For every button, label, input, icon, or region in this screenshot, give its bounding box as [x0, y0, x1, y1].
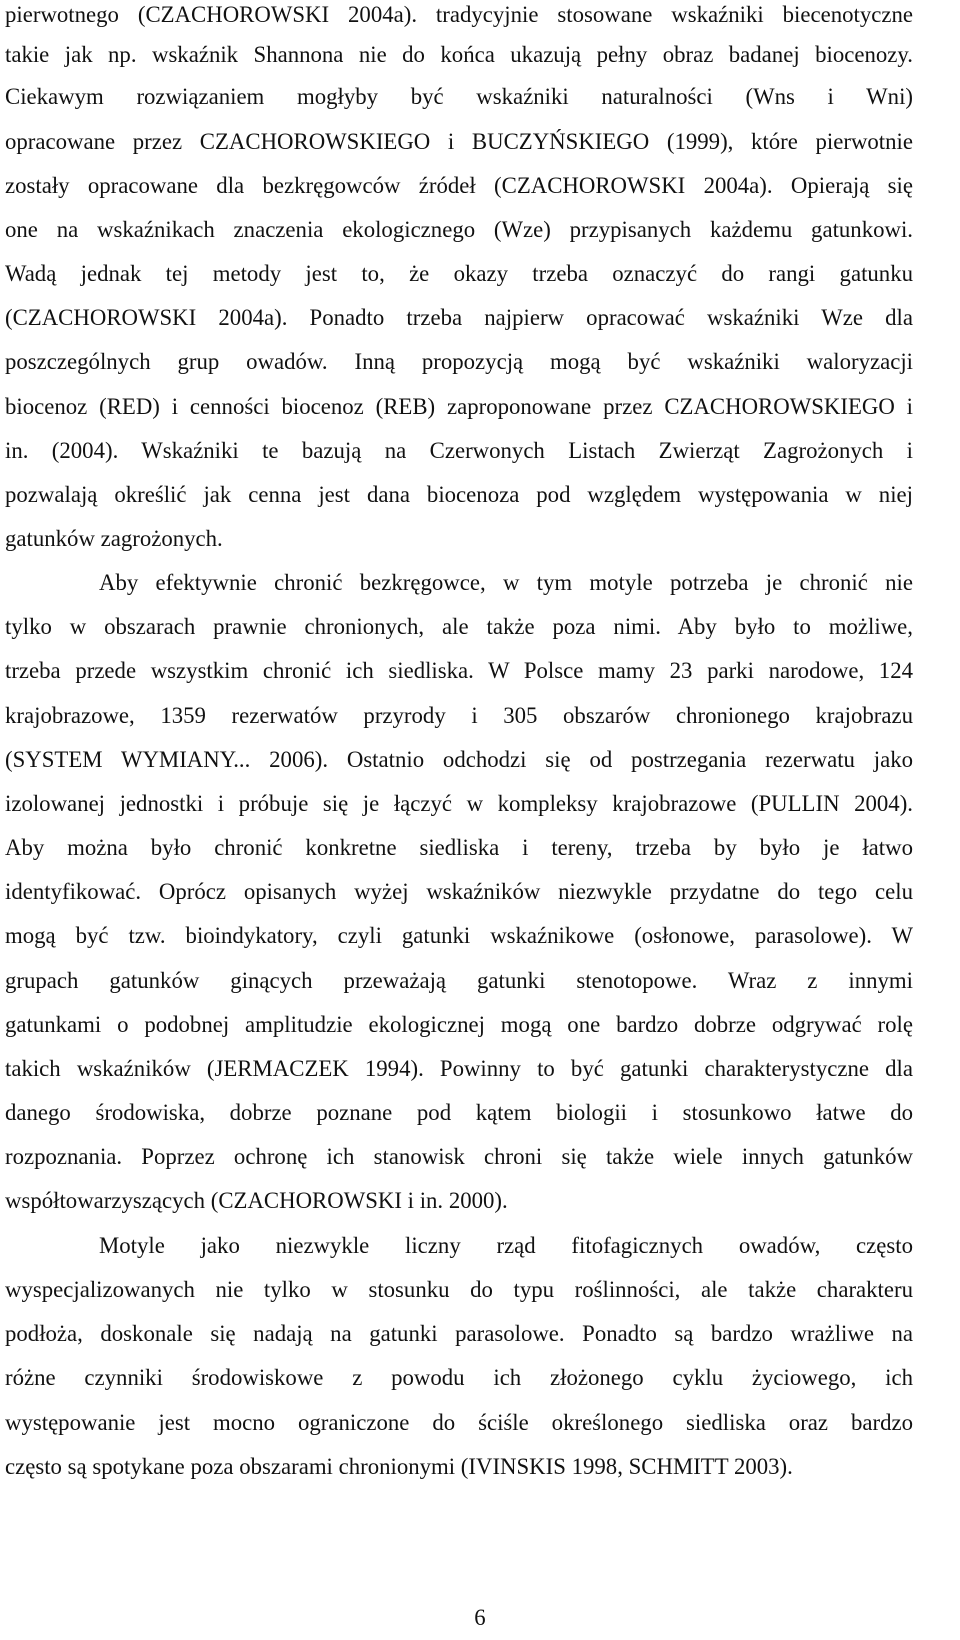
text-line: wyspecjalizowanych nie tylko w stosunku do typu roślinności, ale także charakteru	[5, 1277, 913, 1302]
text-line: trzeba przede wszystkim chronić ich siedliska. W Polsce mamy 23 parki narodowe, 124	[5, 658, 913, 683]
text-line: biocenoz (RED) i cenności biocenoz (REB) zaproponowane przez CZACHOROWSKIEGO i	[5, 394, 913, 419]
text-line: występowanie jest mocno ograniczone do ściśle określonego siedliska oraz bardzo	[5, 1410, 913, 1435]
text-line: różne czynniki środowiskowe z powodu ich złożonego cyklu życiowego, ich	[5, 1365, 913, 1390]
text-line: izolowanej jednostki i próbuje się je łączyć w kompleksy krajobrazowe (PULLIN 2004).	[5, 791, 913, 816]
text-line: one na wskaźnikach znaczenia ekologicznego (Wze) przypisanych każdemu gatunkowi.	[5, 217, 913, 242]
text-line: Motyle jako niezwykle liczny rząd fitofagicznych owadów, często	[99, 1233, 913, 1258]
text-line: grupach gatunków ginących przeważają gatunki stenotopowe. Wraz z innymi	[5, 968, 913, 993]
text-line: takich wskaźników (JERMACZEK 1994). Powinny to być gatunki charakterystyczne dla	[5, 1056, 913, 1081]
page-number: 6	[474, 1605, 486, 1630]
text-line: podłoża, doskonale się nadają na gatunki parasolowe. Ponadto są bardzo wrażliwe na	[5, 1321, 913, 1346]
text-line: Wadą jednak tej metody jest to, że okazy trzeba oznaczyć do rangi gatunku	[5, 261, 913, 286]
text-line: Aby efektywnie chronić bezkręgowce, w tym motyle potrzeba je chronić nie	[99, 570, 913, 595]
text-line: (CZACHOROWSKI 2004a). Ponadto trzeba najpierw opracować wskaźniki Wze dla	[5, 305, 913, 330]
text-line: mogą być tzw. bioindykatory, czyli gatunki wskaźnikowe (osłonowe, parasolowe). W	[5, 923, 913, 948]
text-line: gatunków zagrożonych.	[5, 526, 223, 551]
text-line: danego środowiska, dobrze poznane pod kątem biologii i stosunkowo łatwe do	[5, 1100, 913, 1125]
text-line: in. (2004). Wskaźniki te bazują na Czerwonych Listach Zwierząt Zagrożonych i	[5, 438, 913, 463]
text-line: Ciekawym rozwiązaniem mogłyby być wskaźniki naturalności (Wns i Wni)	[5, 84, 913, 109]
text-line: często są spotykane poza obszarami chronionymi (IVINSKIS 1998, SCHMITT 2003).	[5, 1454, 793, 1479]
text-line: identyfikować. Oprócz opisanych wyżej wskaźników niezwykle przydatne do tego celu	[5, 879, 913, 904]
text-line: pierwotnego (CZACHOROWSKI 2004a). tradycyjnie stosowane wskaźniki biecenotyczne	[5, 2, 913, 27]
text-line: zostały opracowane dla bezkręgowców źródeł (CZACHOROWSKI 2004a). Opierają się	[5, 173, 913, 198]
text-line: krajobrazowe, 1359 rezerwatów przyrody i 305 obszarów chronionego krajobrazu	[5, 703, 913, 728]
text-line: Aby można było chronić konkretne siedliska i tereny, trzeba by było je łatwo	[5, 835, 913, 860]
text-line: (SYSTEM WYMIANY... 2006). Ostatnio odchodzi się od postrzegania rezerwatu jako	[5, 747, 913, 772]
text-line: poszczególnych grup owadów. Inną propozycją mogą być wskaźniki waloryzacji	[5, 349, 913, 374]
text-line: takie jak np. wskaźnik Shannona nie do końca ukazują pełny obraz badanej biocenozy.	[5, 42, 913, 67]
text-line: współtowarzyszących (CZACHOROWSKI i in. 2000).	[5, 1188, 508, 1213]
text-line: tylko w obszarach prawnie chronionych, ale także poza nimi. Aby było to możliwe,	[5, 614, 913, 639]
text-line: pozwalają określić jak cenna jest dana biocenoza pod względem występowania w niej	[5, 482, 913, 507]
text-line: rozpoznania. Poprzez ochronę ich stanowisk chroni się także wiele innych gatunków	[5, 1144, 913, 1169]
text-line: opracowane przez CZACHOROWSKIEGO i BUCZYŃSKIEGO (1999), które pierwotnie	[5, 129, 913, 154]
text-line: gatunkami o podobnej amplitudzie ekologicznej mogą one bardzo dobrze odgrywać rolę	[5, 1012, 913, 1037]
